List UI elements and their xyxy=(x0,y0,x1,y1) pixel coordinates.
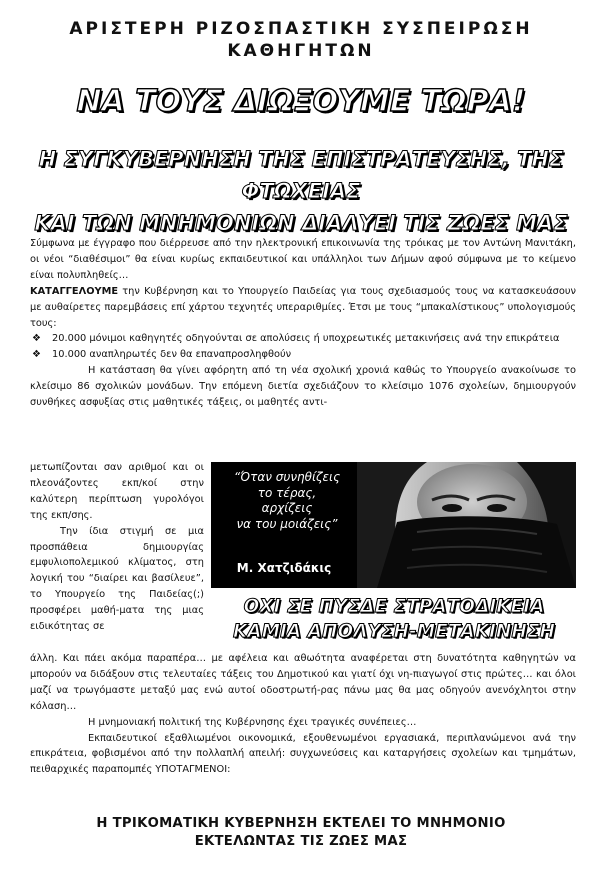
paragraph-denounce xyxy=(30,284,576,332)
sub-slogan xyxy=(20,143,582,239)
quote-text xyxy=(219,470,355,532)
paragraph-division-cont: άλλη. Και πάει ακόμα παραπέρα… με αφέλεια και αθωότητα αναφέρεται στη δυνατότητα καθηγητών να μπορούν να διδάξουν στις τελευταίες τάξεις του Δημοτικού και γιατί όχι νη-πιαγωγοί στις πρώτες… και όλοι μαζί να τρωγόμαστε μεταξύ μας ενώ αυτοί οδοστρωτή-ρας πάνω μας θα μας οδηγούν ανενόχλητοι στην κόλαση… xyxy=(30,653,576,712)
bullet-item xyxy=(30,331,576,347)
bullet-item xyxy=(30,347,576,363)
quote-box xyxy=(211,462,357,588)
mid-slogan-line1: ΟΧΙ ΣΕ ΠΥΣΔΕ ΣΤΡΑΤΟΔΙΚΕΙΑ xyxy=(243,596,545,617)
sub-slogan-line2: ΚΑΙ ΤΩΝ ΜΝΗΜΟΝΙΩΝ ΔΙΑΛΥΕΙ ΤΙΣ ΖΩΕΣ ΜΑΣ xyxy=(34,211,568,235)
quote-line: αρχίζεις xyxy=(261,501,313,515)
closing-line1: Η ΤΡΙΚΟΜΑΤΙΚΗ ΚΥΒΕΡΝΗΣΗ ΕΚΤΕΛΕΙ ΤΟ ΜΝΗΜΟΝΙΟ xyxy=(96,816,506,831)
paragraph-intro: Σύμφωνα με έγγραφο που διέρρευσε από την ηλεκτρονική επικοινωνία της τρόικας με τον Αντώνη Μανιτάκη, οι νέοι “διαθέσιμοι” θα είναι κυρίως εκπαιδευτικοί και υπάλληλοι των Δήμων αφού σύμφωνα με το κείμενο είναι πολυπληθείς… xyxy=(30,238,576,281)
diamond-bullet-icon: ❖ xyxy=(32,349,41,361)
denounce-rest: την Κυβέρνηση και το Υπουργείο Παιδείας για τους σχεδιασμούς τους να κατασκευάσουν με αυθαίρετες παρεμβάσεις επί χάρτου τεχνητές υπεραριθμίες. Έτσι με τους “μπακαλίστικους” υπολογισμούς τους: xyxy=(30,285,576,329)
org-title-line2: ΚΑΘΗΓΗΤΩΝ xyxy=(227,41,375,61)
paragraph-teachers: Εκπαιδευτικοί εξαθλιωμένοι οικονομικά, εξουθενωμένοι εργασιακά, περιπλανώμενοι ανά την επικράτεια, φοβισμένοι από την πολλαπλή απειλή: συγχωνεύσεις και καταργήσεις σχολείων και τμημάτων, πειθαρχικές παραπομπές ΥΠΟΤΑΓΜΕΝΟΙ: xyxy=(30,732,576,776)
paragraph-situation: Η κατάσταση θα γίνει αφόρητη από τη νέα σχολική χρονιά καθώς το Υπουργείο ανακοίνωσε το κλείσιμο 86 σχολικών μονάδων. Την επόμενη διετία σχεδιάζουν το κλείσιμο 1076 σχολείων, δημιουργούν συνθήκες ασφυξίας στις μαθητικές τάξεις, οι μαθητές αντι- xyxy=(30,365,576,409)
masked-person-icon xyxy=(357,462,576,588)
quote-line: “Όταν συνηθίζεις xyxy=(233,470,341,484)
quote-line: το τέρας, xyxy=(257,485,317,500)
mid-slogan-line2: ΚΑΜΙΑ ΑΠΟΛΥΣΗ-ΜΕΤΑΚΙΝΗΣΗ xyxy=(232,621,556,642)
main-slogan: ΝΑ ΤΟΥΣ ΔΙΩΞΟΥΜΕ ΤΩΡΑ! xyxy=(76,84,526,119)
closing-line2: ΕΚΤΕΛΩΝΤΑΣ ΤΙΣ ΖΩΕΣ ΜΑΣ xyxy=(194,834,408,849)
bullet-text-1: 20.000 μόνιμοι καθηγητές οδηγούνται σε απολύσεις ή υποχρεωτικές μετακινήσεις ανά την επικράτεια xyxy=(52,333,560,345)
bullet-text-2: 10.000 αναπληρωτές δεν θα επαναπροσληφθούν xyxy=(52,349,292,361)
organization-title xyxy=(60,18,542,62)
paragraph-division: Την ίδια στιγμή σε μια προσπάθεια δημιουργίας εμφυλιοπολεμικού κλίματος, στη λογική του “διαίρει και βασίλευε”, το Υπουργείο της Παιδείας(;) προσφέρει μαθή-ματα της μιας ειδικότητας σε xyxy=(30,525,204,633)
body-top xyxy=(30,236,576,411)
body-bottom xyxy=(30,651,576,778)
quote-line: να του μοιάζεις” xyxy=(236,516,338,531)
masked-person-photo xyxy=(357,462,576,588)
denounce-lead: ΚΑΤΑΓΓΕΛΟΥΜΕ xyxy=(30,285,119,297)
paragraph-situation-cont: μετωπίζονται σαν αριθμοί και οι πλεονάζοντες εκπ/κοί στην καλύτερη περίπτωση γυρολόγοι της εκπ/σης. xyxy=(30,462,204,521)
body-left-column xyxy=(30,460,204,635)
org-title-line1: ΑΡΙΣΤΕΡΗ ΡΙΖΟΣΠΑΣΤΙΚΗ ΣΥΣΠΕΙΡΩΣΗ xyxy=(69,19,533,39)
closing-slogan xyxy=(30,815,572,851)
diamond-bullet-icon: ❖ xyxy=(32,333,41,345)
quote-author: Μ. Χατζιδάκις xyxy=(236,561,332,575)
paragraph-consequences: Η μνημονιακή πολιτική της Κυβέρνησης έχει τραγικές συνέπειες… xyxy=(88,716,417,728)
sub-slogan-line1: Η ΣΥΓΚΥΒΕΡΝΗΣΗ ΤΗΣ ΕΠΙΣΤΡΑΤΕΥΣΗΣ, ΤΗΣ ΦΤΩΧΕΙΑΣ xyxy=(38,147,564,203)
